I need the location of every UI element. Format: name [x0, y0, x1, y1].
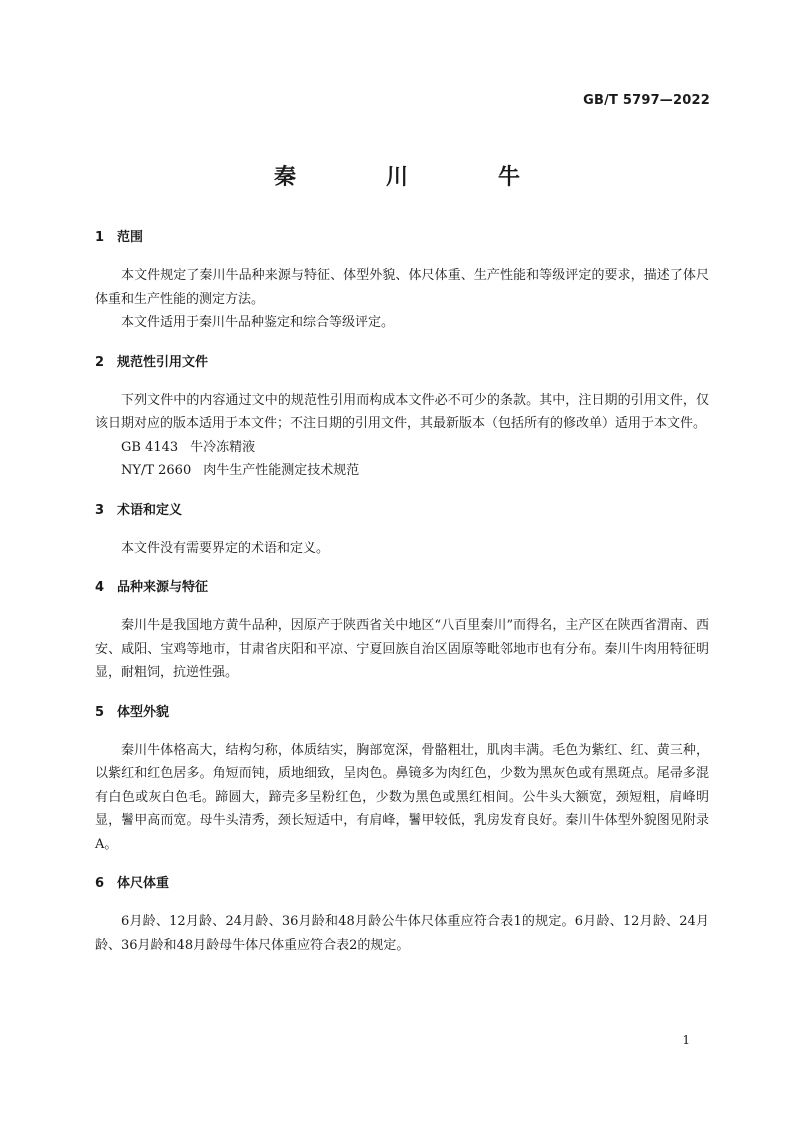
paragraph: 6月龄、12月龄、24月龄、36月龄和48月龄公牛体尺体重应符合表1的规定。6月龄、12月龄、24月龄、36月龄和48月龄母牛体尺体重应符合表2的规定。: [95, 914, 709, 953]
reference-item: [95, 459, 709, 483]
paragraph: 秦川牛体格高大，结构匀称，体质结实，胸部宽深，骨骼粗壮，肌肉丰满。毛色为紫红、红、黄三种，以紫红和红色居多。角短而钝，质地细致，呈肉色。鼻镜多为肉红色，少数为黑灰色或有黑斑点。尾帚多混有白色或灰白色毛。蹄圆大，蹄壳多呈粉红色，少数为黑色或黑红相间。公牛头大额宽，颈短粗，肩峰明显，鬐甲高而宽。母牛头清秀，颈长短适中，有肩峰，鬐甲较低，乳房发育良好。秦川牛体型外貌图见附录A。: [95, 742, 709, 852]
paragraph: 下列文件中的内容通过文中的规范性引用而构成本文件必不可少的条款。其中，注日期的引用文件，仅该日期对应的版本适用于本文件；不注日期的引用文件，其最新版本（包括所有的修改单）适用于本文件。: [95, 392, 709, 431]
reference-item: [95, 436, 709, 460]
section-title: 品种来源与特征: [117, 580, 209, 595]
document-body: [95, 226, 709, 957]
section-heading: [95, 499, 709, 523]
standard-code: GB/T 5797—2022: [583, 93, 710, 108]
section-number: 5: [95, 704, 105, 720]
section-number: 1: [95, 230, 105, 245]
paragraph: 本文件适用于秦川牛品种鉴定和综合等级评定。: [121, 315, 395, 330]
section-terms-definitions: [95, 499, 709, 561]
section-number: 4: [95, 580, 105, 595]
document-title: 秦 川 牛: [273, 165, 554, 190]
section-heading: [95, 872, 709, 896]
section-title: 规范性引用文件: [117, 354, 209, 370]
section-heading: [95, 701, 709, 725]
reference-name: 肉牛生产性能测定技术规范: [203, 463, 360, 478]
paragraph: 本文件没有需要界定的术语和定义。: [121, 540, 330, 556]
section-normative-references: [95, 351, 709, 483]
section-origin-characteristics: [95, 576, 709, 685]
section-title: 体尺体重: [117, 876, 170, 891]
reference-code: NY/T 2660: [121, 463, 192, 478]
section-title: 范围: [117, 230, 144, 245]
section-scope: [95, 226, 709, 335]
paragraph: 秦川牛是我国地方黄牛品种，因原产于陕西省关中地区“八百里秦川”而得名，主产区在陕西省渭南、西安、咸阳、宝鸡等地市，甘肃省庆阳和平凉、宁夏回族自治区固原等毗邻地市也有分布。秦川牛肉用特征明显，耐粗饲，抗逆性强。: [95, 618, 709, 680]
section-body-measurement-weight: [95, 872, 709, 957]
page-number: 1: [682, 1033, 690, 1047]
section-heading: [95, 576, 709, 600]
paragraph: 本文件规定了秦川牛品种来源与特征、体型外貌、体尺体重、生产性能和等级评定的要求，描述了体尺体重和生产性能的测定方法。: [95, 268, 709, 307]
section-number: 2: [95, 354, 105, 370]
section-appearance: [95, 701, 709, 857]
reference-code: GB 4143: [121, 439, 179, 455]
reference-name: 牛冷冻精液: [190, 439, 256, 455]
section-number: 3: [95, 502, 105, 518]
section-heading: [95, 351, 709, 375]
section-title: 体型外貌: [117, 704, 170, 720]
section-title: 术语和定义: [117, 502, 183, 518]
section-number: 6: [95, 876, 105, 891]
section-heading: [95, 226, 709, 250]
